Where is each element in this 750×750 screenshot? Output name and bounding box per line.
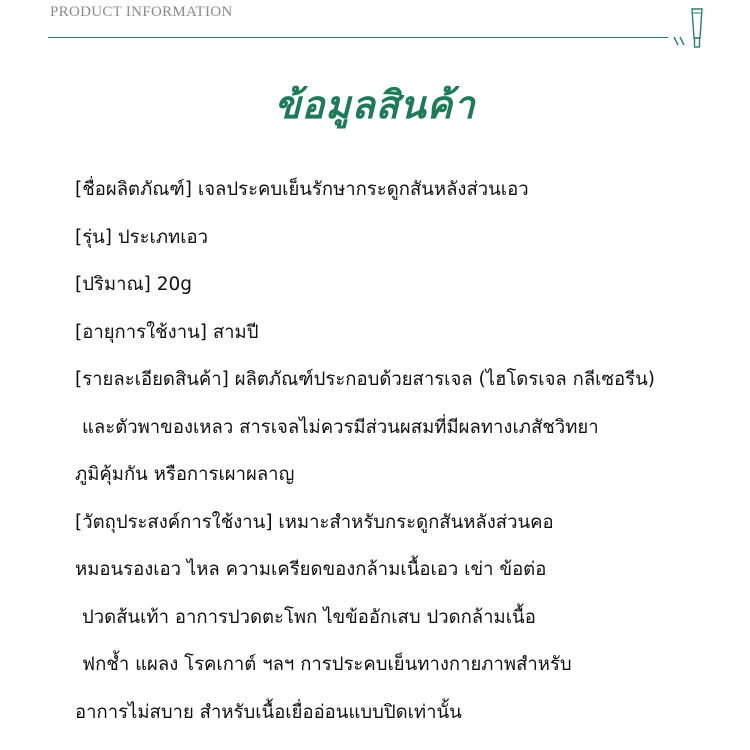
info-line-name: [ชื่อผลิตภัณฑ์] เจลประคบเย็นรักษากระดูกสันหลังส่วนเอว (75, 179, 529, 200)
info-line-details: [รายละเอียดสินค้า] ผลิตภัณฑ์ประกอบด้วยสารเจล (ไฮโดรเจล กลีเซอรีน) (75, 369, 655, 390)
info-line-model: [รุ่น] ประเภทเอว (75, 226, 209, 248)
info-line-details-cont-1: และตัวพาของเหลว สารเจลไม่ควรมีส่วนผสมที่มีผลทางเภสัชวิทยา (82, 416, 599, 438)
info-line-purpose-cont-4: อาการไม่สบาย สำหรับเนื้อเยื่ออ่อนแบบปิดเท่านั้น (75, 701, 462, 723)
tube-icon (668, 4, 708, 50)
header-label: PRODUCT INFORMATION (50, 4, 233, 20)
product-info-list (75, 166, 715, 736)
info-line-purpose-cont-1: หมอนรองเอว ไหล ความเครียดของกล้ามเนื้อเอว เข่า ข้อต่อ (75, 559, 547, 580)
info-line-details-cont-2: ภูมิคุ้มกัน หรือการเผาผลาญ (75, 464, 295, 485)
info-line-shelf-life: [อายุการใช้งาน] สามปี (75, 321, 259, 343)
info-line-quantity: [ปริมาณ] 20g (75, 274, 193, 295)
header-divider (48, 37, 668, 38)
info-line-purpose-cont-2: ปวดส้นเท้า อาการปวดตะโพก ไขข้ออักเสบ ปวดกล้ามเนื้อ (82, 606, 536, 628)
page-title: ข้อมูลสินค้า (274, 83, 476, 127)
info-line-purpose-cont-3: ฟกช้ำ แผลง โรคเกาต์ ฯลฯ การประคบเย็นทางกายภาพสำหรับ (82, 654, 572, 675)
info-line-purpose: [วัตถุประสงค์การใช้งาน] เหมาะสำหรับกระดูกสันหลังส่วนคอ (75, 511, 554, 533)
